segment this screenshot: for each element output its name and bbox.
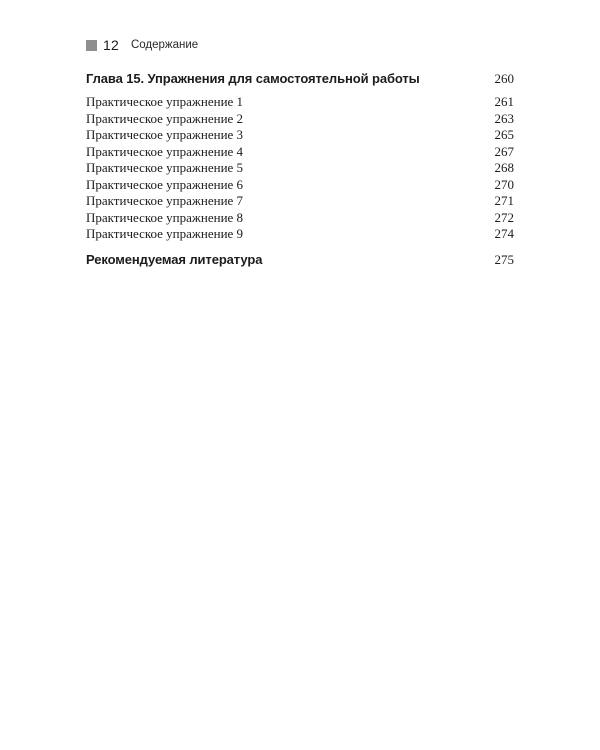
toc-entry-page: 271 [494, 193, 514, 208]
toc-entry-page: 274 [494, 226, 514, 241]
toc-entry [86, 226, 514, 243]
toc-entry-title: Практическое упражнение 3 [86, 127, 244, 142]
toc-entry [86, 111, 514, 128]
toc-entry-page: 265 [494, 127, 514, 142]
toc-entry-page: 268 [494, 160, 514, 175]
toc-literature-entry [86, 252, 514, 272]
square-marker-icon [86, 40, 97, 51]
toc-chapter-entry [86, 71, 514, 91]
toc-entry [86, 94, 514, 111]
literature-page-number: 275 [494, 251, 514, 267]
toc-entry-title: Практическое упражнение 6 [86, 176, 244, 192]
toc-entry-page: 263 [494, 110, 514, 126]
toc-entry-title: Практическое упражнение 9 [86, 226, 244, 241]
toc-entry-title: Практическое упражнение 8 [86, 209, 244, 225]
toc-entry [86, 127, 514, 144]
toc-entry-page: 261 [494, 94, 514, 109]
page-number: 12 [103, 37, 119, 53]
toc-entry-title: Практическое упражнение 2 [86, 110, 244, 126]
toc-entry [86, 177, 514, 194]
running-head [86, 36, 198, 54]
literature-title: Рекомендуемая литература [86, 251, 263, 267]
chapter-title: Глава 15. Упражнения для самостоятельной работы [86, 71, 420, 86]
toc-entry-page: 267 [494, 143, 514, 159]
section-title: Содержание [130, 39, 199, 51]
toc-entry-title: Практическое упражнение 1 [86, 94, 244, 109]
toc-entry-title: Практическое упражнение 4 [86, 143, 244, 159]
toc-entry-page: 272 [494, 209, 514, 225]
toc-entry-title: Практическое упражнение 5 [86, 160, 244, 175]
table-of-contents [86, 71, 514, 272]
toc-entry [86, 144, 514, 161]
toc-entry [86, 210, 514, 227]
toc-entry [86, 193, 514, 210]
toc-entry-page: 270 [494, 176, 514, 192]
toc-entry [86, 160, 514, 177]
toc-entry-title: Практическое упражнение 7 [86, 193, 244, 208]
chapter-page-number: 260 [494, 71, 514, 86]
